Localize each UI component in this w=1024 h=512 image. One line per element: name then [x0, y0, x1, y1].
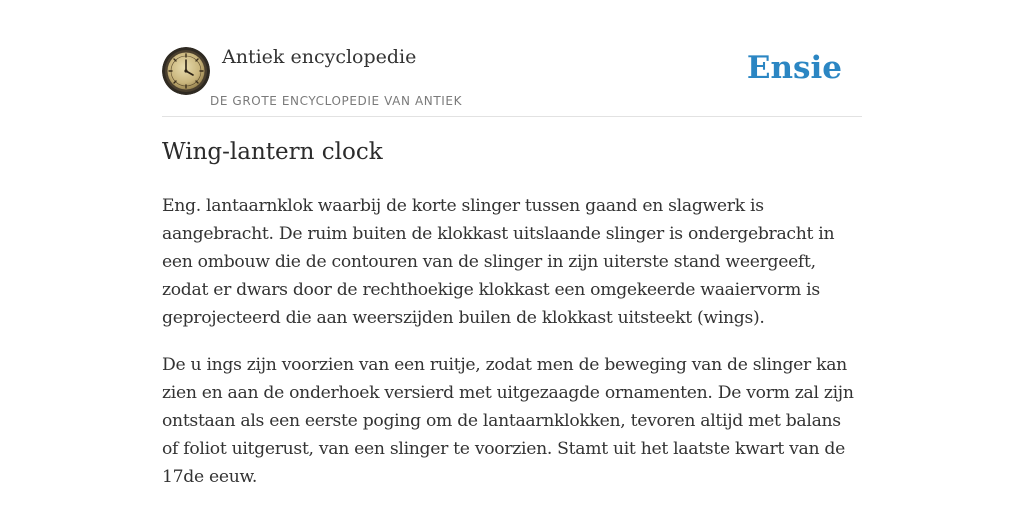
page-container — [162, 0, 862, 487]
site-header — [162, 0, 862, 117]
ensie-brand-link[interactable]: Ensie — [746, 50, 842, 86]
clock-icon[interactable] — [162, 47, 210, 95]
site-subtitle: DE GROTE ENCYCLOPEDIE VAN ANTIEK — [210, 94, 463, 108]
entry-paragraph: De u ings zijn voorzien van een ruitje, zodat men de beweging van de slinger kan zien en aan de onderhoek versierd met uitgezaagde ornamenten. De vorm zal zijn ontstaan als een eerste poging om de lantaarnklokken, tevoren altijd met balans of foliot uitgerust, van een slinger te voorzien. Stamt uit het laatste kwart van de 17de eeuw. — [162, 355, 854, 487]
entry-title: Wing-lantern clock — [162, 139, 383, 165]
entry-paragraph: Eng. lantaarnklok waarbij de korte slinger tussen gaand en slagwerk is aangebracht. De ruim buiten de klokkast uitslaande slinger is ondergebracht in een ombouw die de contouren van de slinger in zijn uiterste stand weergeeft, zodat er dwars door de rechthoekige klokkast een omgekeerde waaiervorm is geprojecteerd die aan weerszijden builen de klokkast uitsteekt (wings). — [162, 196, 835, 328]
entry-body — [162, 192, 862, 510]
site-title-link[interactable]: Antiek encyclopedie — [222, 46, 417, 68]
